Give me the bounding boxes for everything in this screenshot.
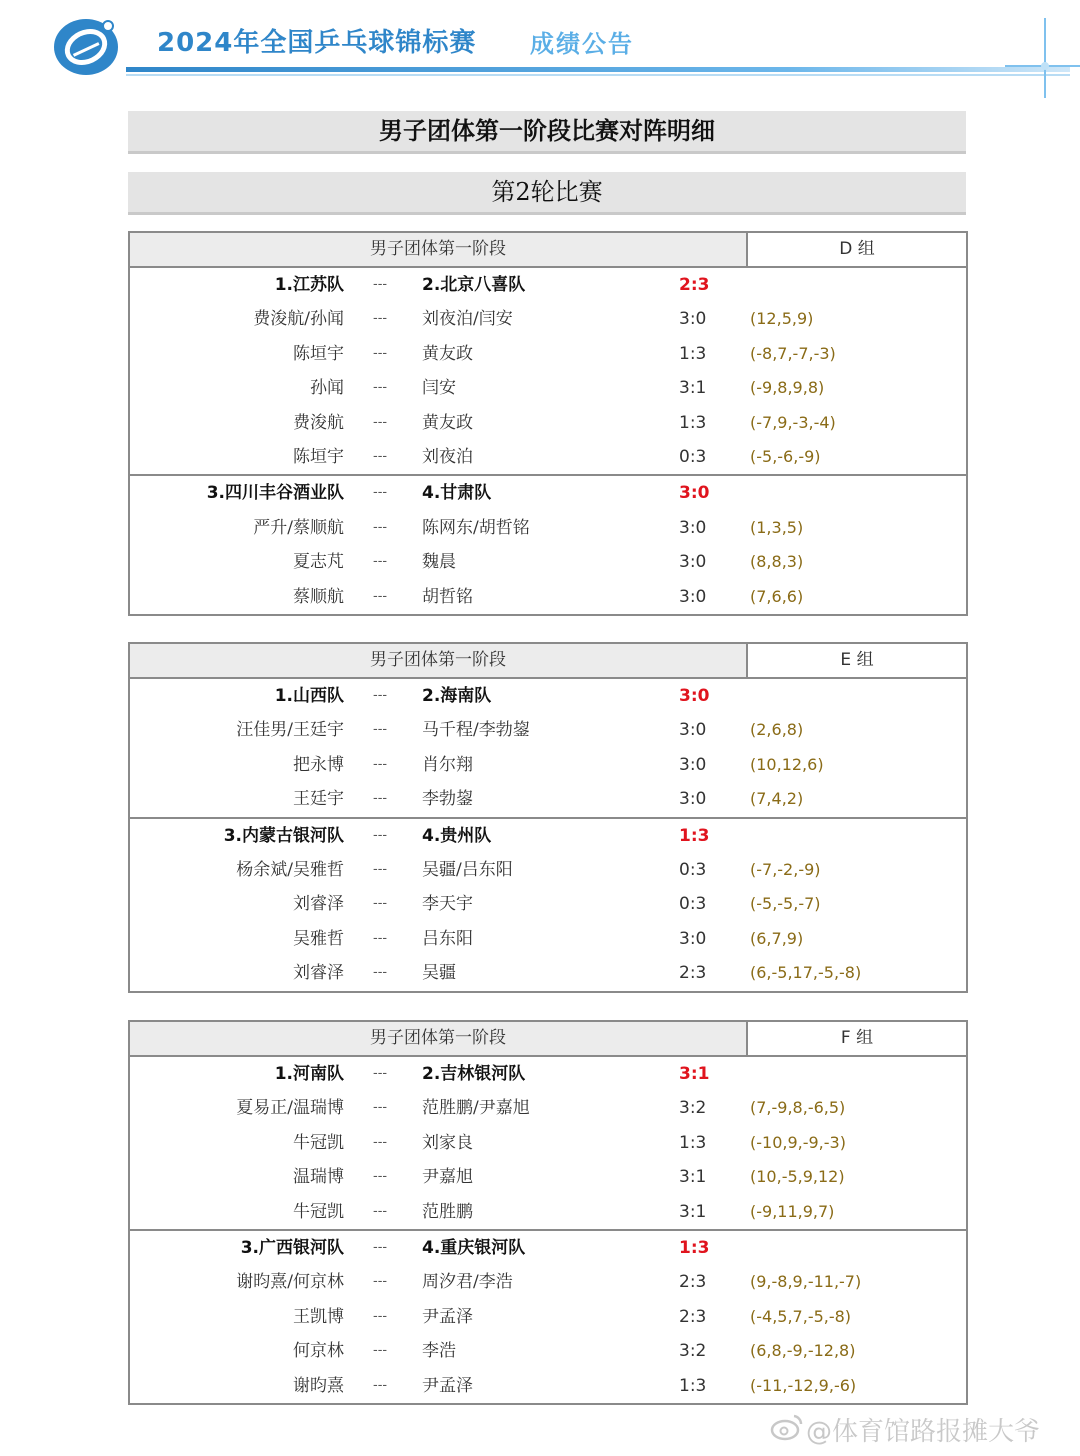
game-scores: (-5,-5,-7) — [750, 894, 821, 914]
left-player: 吴雅哲 — [293, 928, 344, 949]
separator: --- — [373, 1169, 388, 1185]
left-player: 夏志芃 — [293, 552, 344, 573]
match-score: 3:2 — [679, 1098, 707, 1119]
right-player: 尹嘉旭 — [422, 1167, 473, 1188]
left-player: 费浚航 — [293, 412, 344, 433]
game-scores: (-7,-2,-9) — [750, 859, 821, 879]
match-row — [130, 1300, 966, 1334]
group-d — [128, 231, 968, 616]
right-player: 黄友政 — [422, 412, 473, 433]
match-score: 0:3 — [679, 859, 707, 880]
tie-score: 1:3 — [679, 1237, 710, 1258]
match-score: 1:3 — [679, 343, 707, 364]
separator: --- — [373, 485, 388, 501]
left-player: 严升/蔡顺航 — [253, 517, 344, 538]
match-score: 2:3 — [679, 963, 707, 984]
separator: --- — [373, 930, 388, 946]
right-player: 周汐君/李浩 — [422, 1272, 513, 1293]
stage-label: 男子团体第一阶段 — [130, 644, 748, 677]
separator: --- — [373, 1274, 388, 1290]
away-team: 2.海南队 — [422, 686, 492, 706]
game-scores: (8,8,3) — [750, 552, 804, 572]
home-team: 3.广西银河队 — [240, 1237, 344, 1258]
match-score: 1:3 — [679, 412, 707, 433]
right-player: 范胜鹏 — [422, 1201, 473, 1222]
header-title: 2024年全国乒乓球锦标赛 — [157, 28, 477, 58]
match-row — [130, 580, 966, 614]
separator: --- — [373, 827, 388, 843]
tie — [130, 268, 966, 476]
game-scores: (-4,5,7,-5,-8) — [750, 1306, 852, 1326]
left-player: 夏易正/温瑞博 — [236, 1098, 344, 1119]
match-score: 3:0 — [679, 754, 707, 775]
match-score: 3:0 — [679, 789, 707, 810]
match-score: 2:3 — [679, 1306, 707, 1327]
group-label: D 组 — [839, 239, 875, 259]
match-score: 3:1 — [679, 1167, 707, 1188]
page-title: 男子团体第一阶段比赛对阵明细 — [128, 111, 966, 154]
match-score: 3:0 — [679, 586, 707, 607]
game-scores: (12,5,9) — [750, 309, 814, 329]
round-title: 第2轮比赛 — [128, 172, 966, 215]
right-player: 李天宇 — [422, 894, 473, 915]
right-player: 尹孟泽 — [422, 1306, 473, 1327]
tie-header-row — [130, 476, 966, 510]
match-row — [130, 887, 966, 921]
match-row — [130, 406, 966, 440]
away-team: 4.贵州队 — [422, 825, 492, 846]
separator: --- — [373, 756, 388, 772]
left-player: 何京林 — [293, 1341, 344, 1362]
right-player: 闫安 — [422, 378, 456, 399]
left-player: 把永博 — [293, 754, 344, 775]
game-scores: (-5,-6,-9) — [750, 446, 821, 466]
separator: --- — [373, 1377, 388, 1393]
separator: --- — [373, 448, 388, 464]
game-scores: (9,-8,9,-11,-7) — [750, 1272, 862, 1292]
separator: --- — [373, 861, 388, 877]
tie-header-row — [130, 268, 966, 302]
match-row — [130, 545, 966, 579]
game-scores: (1,3,5) — [750, 517, 804, 537]
weibo-icon — [770, 1412, 804, 1442]
right-player: 李浩 — [422, 1341, 456, 1362]
tie-score: 3:1 — [679, 1064, 710, 1084]
match-score: 3:0 — [679, 517, 707, 538]
match-score: 1:3 — [679, 1132, 707, 1153]
separator: --- — [373, 1066, 388, 1081]
left-player: 牛冠凯 — [293, 1132, 344, 1153]
tie — [130, 679, 966, 819]
match-score: 3:1 — [679, 1201, 707, 1222]
left-player: 刘睿泽 — [293, 894, 344, 915]
right-player: 魏晨 — [422, 552, 456, 573]
left-player: 陈垣宇 — [293, 343, 344, 364]
match-score: 0:3 — [679, 446, 707, 467]
left-player: 孙闻 — [310, 378, 344, 399]
match-row — [130, 1126, 966, 1160]
away-team: 4.甘肃队 — [422, 483, 492, 504]
game-scores: (10,-5,9,12) — [750, 1167, 845, 1187]
tie-header-row — [130, 1057, 966, 1091]
game-scores: (-7,9,-3,-4) — [750, 412, 836, 432]
group-f — [128, 1020, 968, 1405]
separator: --- — [373, 554, 388, 570]
tie — [130, 476, 966, 614]
separator: --- — [373, 1239, 388, 1255]
match-row — [130, 440, 966, 474]
match-row — [130, 853, 966, 887]
match-row — [130, 748, 966, 782]
group-header — [130, 1022, 966, 1057]
left-player: 王凯博 — [293, 1306, 344, 1327]
game-scores: (-9,11,9,7) — [750, 1201, 835, 1221]
game-scores: (7,4,2) — [750, 789, 804, 809]
tie-header-row — [130, 1231, 966, 1265]
match-score: 2:3 — [679, 1272, 707, 1293]
ittf-logo-icon — [52, 14, 120, 76]
watermark: @体育馆路报摊大爷 — [806, 1417, 1041, 1447]
game-scores: (7,6,6) — [750, 586, 804, 606]
separator: --- — [373, 1343, 388, 1359]
tie-score: 3:0 — [679, 686, 710, 706]
match-row — [130, 302, 966, 336]
match-score: 3:0 — [679, 720, 707, 741]
match-score: 3:0 — [679, 309, 707, 330]
match-row — [130, 511, 966, 545]
left-player: 杨余斌/吴雅哲 — [236, 859, 344, 880]
home-team: 3.四川丰谷酒业队 — [206, 483, 344, 504]
home-team: 3.内蒙古银河队 — [223, 825, 344, 846]
game-scores: (-9,8,9,8) — [750, 378, 825, 398]
tie-header-row — [130, 819, 966, 853]
group-header — [130, 233, 966, 268]
header-rule-thin — [126, 74, 1070, 76]
match-score: 3:0 — [679, 928, 707, 949]
home-team: 1.河南队 — [274, 1064, 344, 1084]
match-score: 3:0 — [679, 552, 707, 573]
left-player: 刘睿泽 — [293, 963, 344, 984]
right-player: 黄友政 — [422, 343, 473, 364]
game-scores: (10,12,6) — [750, 754, 824, 774]
right-player: 吕东阳 — [422, 928, 473, 949]
right-player: 肖尔翔 — [422, 754, 473, 775]
right-player: 吴疆 — [422, 963, 456, 984]
match-row — [130, 1334, 966, 1368]
right-player: 陈网东/胡哲铭 — [422, 517, 530, 538]
away-team: 2.北京八喜队 — [422, 275, 526, 295]
left-player: 谢昀熹/何京林 — [236, 1272, 344, 1293]
match-score: 3:1 — [679, 378, 707, 399]
tie — [130, 819, 966, 991]
group-e — [128, 642, 968, 993]
match-row — [130, 1195, 966, 1229]
separator: --- — [373, 345, 388, 361]
group-label: F 组 — [840, 1028, 874, 1048]
right-player: 吴疆/吕东阳 — [422, 859, 513, 880]
match-row — [130, 1091, 966, 1125]
separator: --- — [373, 791, 388, 807]
match-row — [130, 1160, 966, 1194]
away-team: 2.吉林银河队 — [422, 1064, 526, 1084]
right-player: 马千程/李勃鋆 — [422, 720, 530, 741]
match-row — [130, 1369, 966, 1403]
right-player: 尹孟泽 — [422, 1375, 473, 1396]
tie-score: 2:3 — [679, 275, 710, 295]
game-scores: (-8,7,-7,-3) — [750, 343, 836, 363]
game-scores: (6,7,9) — [750, 928, 804, 948]
separator: --- — [373, 380, 388, 396]
left-player: 谢昀熹 — [293, 1375, 344, 1396]
match-row — [130, 1265, 966, 1299]
stage-label: 男子团体第一阶段 — [130, 1022, 748, 1055]
separator: --- — [373, 277, 388, 292]
separator: --- — [373, 1100, 388, 1116]
left-player: 费浚航/孙闻 — [253, 309, 344, 330]
match-score: 3:2 — [679, 1341, 707, 1362]
stage-label: 男子团体第一阶段 — [130, 233, 748, 266]
right-player: 李勃鋆 — [422, 789, 473, 810]
left-player: 温瑞博 — [293, 1167, 344, 1188]
match-row — [130, 922, 966, 956]
tie — [130, 1057, 966, 1231]
right-player: 刘夜泊/闫安 — [422, 309, 513, 330]
group-label: E 组 — [840, 650, 874, 670]
right-player: 胡哲铭 — [422, 586, 473, 607]
left-player: 王廷宇 — [293, 789, 344, 810]
tie-score: 1:3 — [679, 825, 710, 846]
separator: --- — [373, 688, 388, 703]
match-score: 0:3 — [679, 894, 707, 915]
left-player: 汪佳男/王廷宇 — [236, 720, 344, 741]
tie-score: 3:0 — [679, 483, 710, 504]
right-player: 范胜鹏/尹嘉旭 — [422, 1098, 530, 1119]
separator: --- — [373, 588, 388, 604]
right-player: 刘家良 — [422, 1132, 473, 1153]
right-player: 刘夜泊 — [422, 446, 473, 467]
sparkle-icon — [1005, 18, 1080, 98]
header-rule — [126, 67, 1070, 72]
match-row — [130, 782, 966, 816]
separator: --- — [373, 1203, 388, 1219]
match-score: 1:3 — [679, 1375, 707, 1396]
separator: --- — [373, 519, 388, 535]
separator: --- — [373, 1134, 388, 1150]
separator: --- — [373, 896, 388, 912]
away-team: 4.重庆银河队 — [422, 1237, 526, 1258]
header-subtitle: 成绩公告 — [530, 30, 634, 58]
group-header — [130, 644, 966, 679]
game-scores: (6,-5,17,-5,-8) — [750, 963, 862, 983]
game-scores: (7,-9,8,-6,5) — [750, 1098, 846, 1118]
match-row — [130, 371, 966, 405]
match-row — [130, 956, 966, 990]
tie — [130, 1231, 966, 1403]
game-scores: (2,6,8) — [750, 720, 804, 740]
left-player: 蔡顺航 — [293, 586, 344, 607]
match-row — [130, 713, 966, 747]
game-scores: (-11,-12,9,-6) — [750, 1375, 857, 1395]
left-player: 陈垣宇 — [293, 446, 344, 467]
separator: --- — [373, 965, 388, 981]
game-scores: (-10,9,-9,-3) — [750, 1132, 846, 1152]
separator: --- — [373, 414, 388, 430]
game-scores: (6,8,-9,-12,8) — [750, 1341, 856, 1361]
tie-header-row — [130, 679, 966, 713]
header — [0, 0, 1080, 95]
match-row — [130, 337, 966, 371]
separator: --- — [373, 311, 388, 327]
home-team: 1.山西队 — [274, 686, 344, 706]
separator: --- — [373, 1308, 388, 1324]
separator: --- — [373, 722, 388, 738]
left-player: 牛冠凯 — [293, 1201, 344, 1222]
home-team: 1.江苏队 — [274, 275, 344, 295]
